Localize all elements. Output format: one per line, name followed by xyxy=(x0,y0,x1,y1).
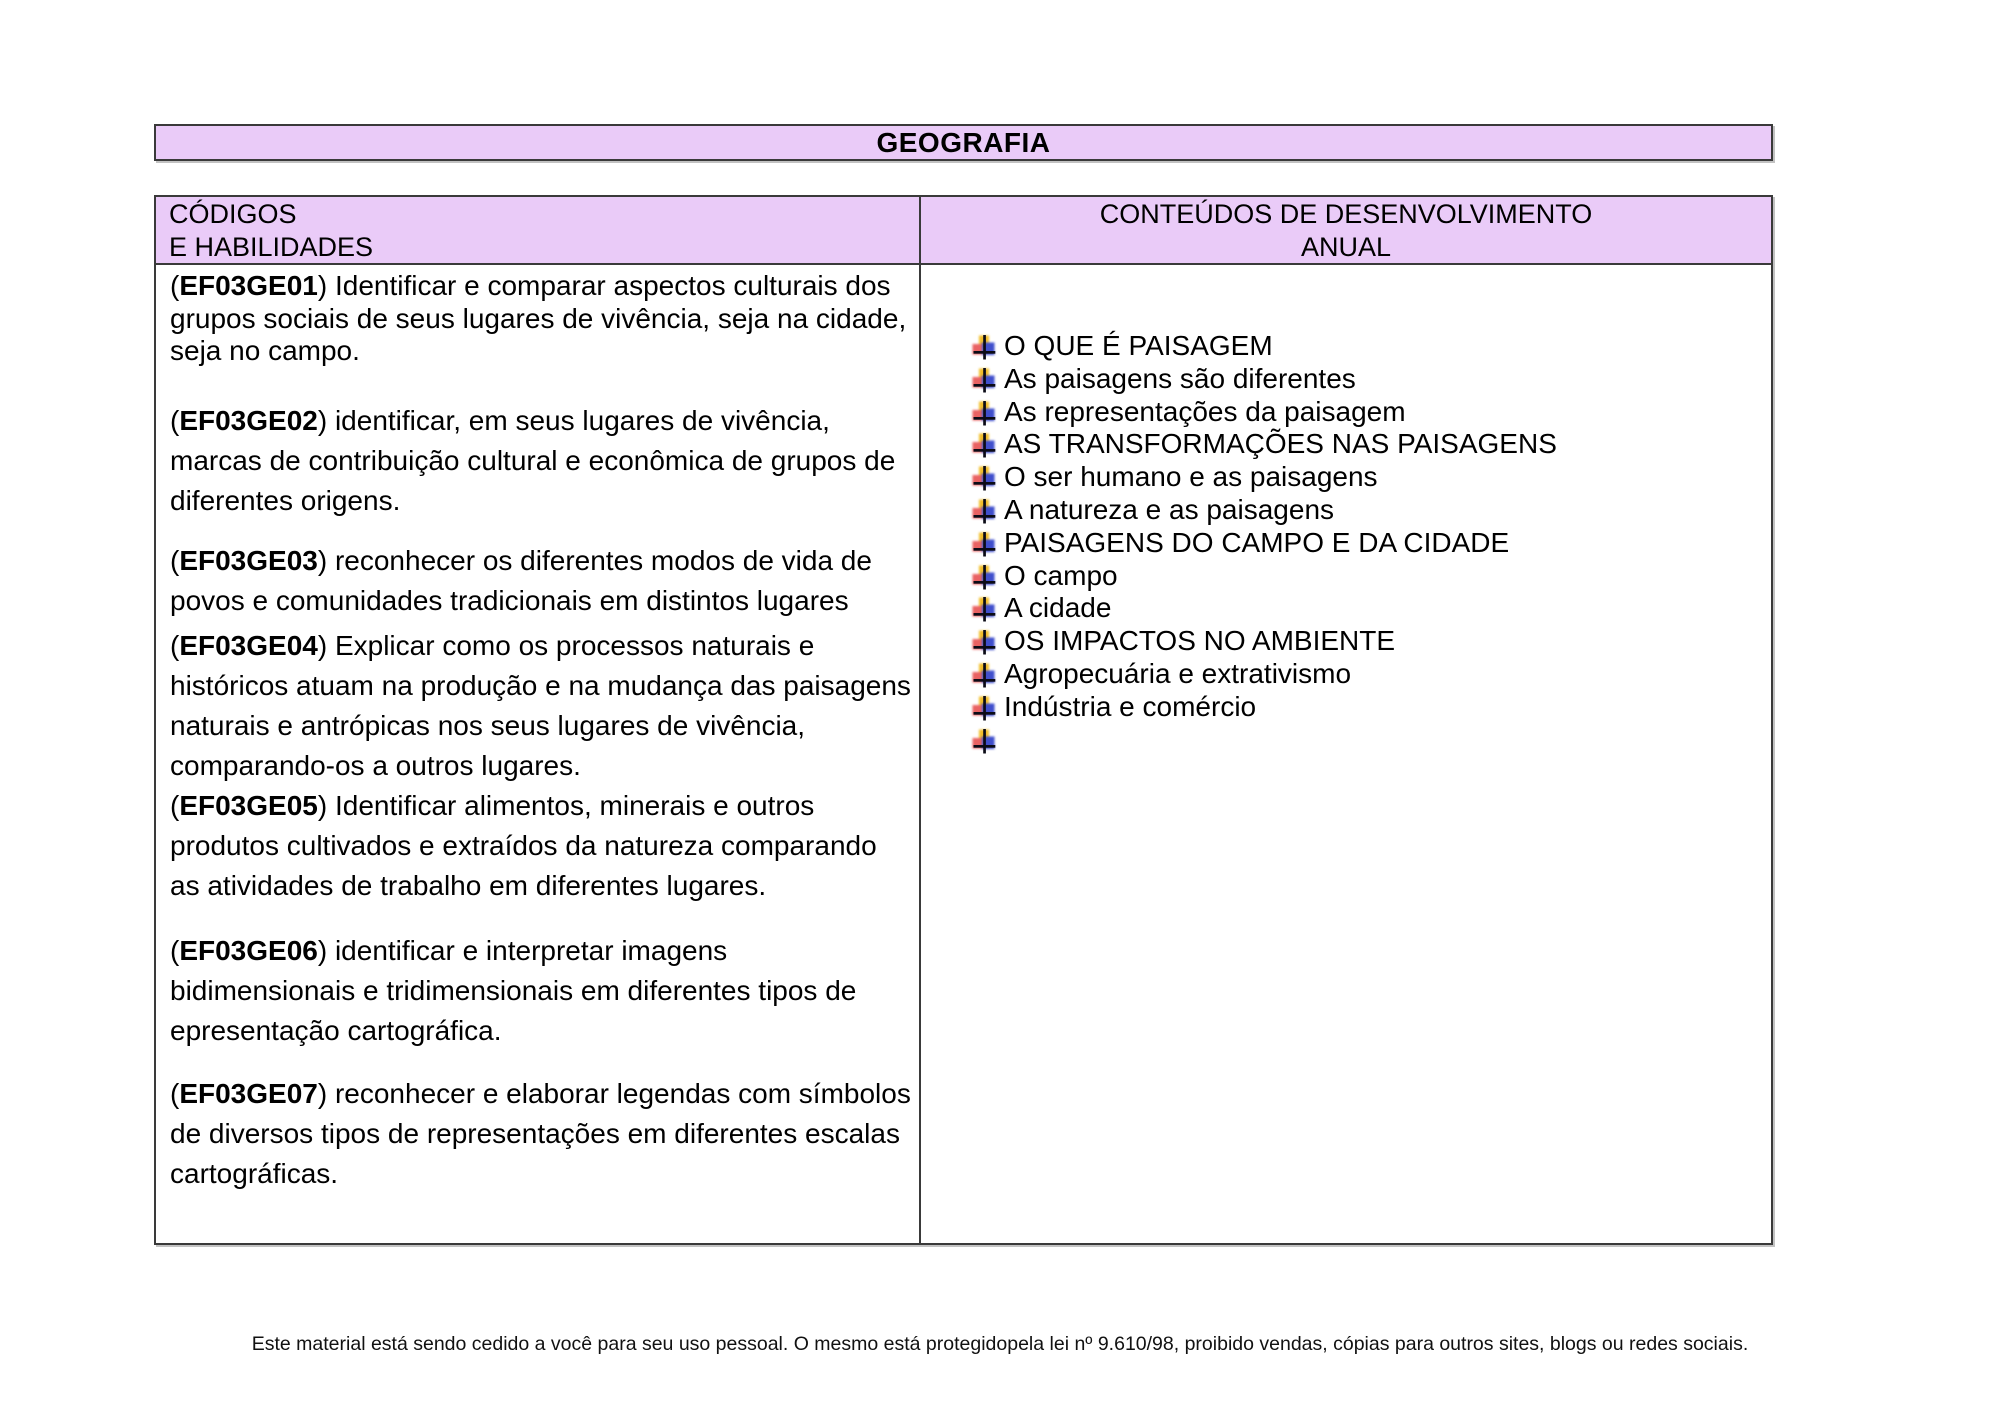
content-list-item xyxy=(972,691,1761,724)
subject-title: GEOGRAFIA xyxy=(876,126,1051,158)
content-item-label: AS TRANSFORMAÇÕES NAS PAISAGENS xyxy=(1004,428,1557,460)
skill-code: EF03GE04 xyxy=(179,629,318,661)
skill-paragraph xyxy=(170,270,912,368)
content-list-item xyxy=(972,724,1761,757)
skills-column-header xyxy=(156,197,921,265)
footer-copyright-note: Este material está sendo cedido a você para seu uso pessoal. O mesmo está protegidopela lei nº 9.610/98, proibido vendas, cópias para outros sites, blogs ou redes sociais. xyxy=(251,1333,1749,1355)
skill-text: ) Explicar como os processos naturais e históricos atuam na produção e na mudança das paisagens naturais e antrópicas nos seus lugares de vivência, comparando-os a outros lugares. xyxy=(170,629,911,781)
content-list-item xyxy=(972,658,1761,691)
content-item-label: O campo xyxy=(1004,559,1118,591)
skill-paren-open: ( xyxy=(170,934,180,966)
content-item-label: PAISAGENS DO CAMPO E DA CIDADE xyxy=(1004,526,1510,558)
down-arrow-bullet-icon xyxy=(972,696,997,723)
contents-header-line2: ANUAL xyxy=(1300,232,1392,262)
subject-title-bar xyxy=(154,124,1773,161)
skill-code: EF03GE02 xyxy=(179,404,318,436)
content-list-item xyxy=(972,592,1761,625)
content-item-label: As paisagens são diferentes xyxy=(1004,362,1356,394)
content-item-label: As representações da paisagem xyxy=(1004,395,1406,427)
down-arrow-bullet-icon xyxy=(972,499,997,526)
content-list-item xyxy=(972,625,1761,658)
skills-header-line2: E HABILIDADES xyxy=(169,232,374,262)
content-item-label: A cidade xyxy=(1004,592,1112,624)
content-list-item xyxy=(972,461,1761,494)
skill-text: ) identificar, em seus lugares de vivência, marcas de contribuição cultural e econômica de grupos de diferentes origens. xyxy=(170,404,896,516)
skill-paragraph xyxy=(170,541,912,621)
content-item-label: Agropecuária e extrativismo xyxy=(1004,657,1352,689)
down-arrow-bullet-icon xyxy=(972,466,997,493)
contents-header-line1: CONTEÚDOS DE DESENVOLVIMENTO xyxy=(1099,199,1593,229)
skill-code: EF03GE03 xyxy=(179,544,318,576)
content-item-label: OS IMPACTOS NO AMBIENTE xyxy=(1004,625,1396,657)
content-item-label: O QUE É PAISAGEM xyxy=(1004,330,1273,361)
down-arrow-bullet-icon xyxy=(972,597,997,624)
down-arrow-bullet-icon xyxy=(972,729,997,756)
skill-text: ) Identificar alimentos, minerais e outros produtos cultivados e extraídos da natureza comparando as atividades de trabalho em diferentes lugares. xyxy=(170,789,877,901)
skill-text: ) reconhecer os diferentes modos de vida de povos e comunidades tradicionais em distintos lugares xyxy=(170,544,872,616)
content-list-item xyxy=(972,494,1761,527)
skill-paren-open: ( xyxy=(170,270,180,301)
content-list-item xyxy=(972,560,1761,593)
skill-code: EF03GE05 xyxy=(179,789,318,821)
skill-text: ) Identificar e comparar aspectos culturais dos grupos sociais de seus lugares de vivência, seja na cidade, seja no campo. xyxy=(170,270,907,366)
skills-cell xyxy=(156,265,921,1243)
content-list-item xyxy=(972,330,1761,363)
down-arrow-bullet-icon xyxy=(972,630,997,657)
content-list-item xyxy=(972,363,1761,396)
down-arrow-bullet-icon xyxy=(972,565,997,592)
down-arrow-bullet-icon xyxy=(972,532,997,559)
skill-paragraph xyxy=(170,931,912,1051)
content-item-label: A natureza e as paisagens xyxy=(1004,493,1335,525)
skill-paren-open: ( xyxy=(170,789,180,821)
content-list-item xyxy=(972,428,1761,461)
skill-text: ) identificar e interpretar imagens bidimensionais e tridimensionais em diferentes tipos de epresentação cartográfica. xyxy=(170,934,857,1046)
down-arrow-bullet-icon xyxy=(972,335,997,362)
skill-paren-open: ( xyxy=(170,404,180,436)
down-arrow-bullet-icon xyxy=(972,368,997,395)
content-list-item xyxy=(972,527,1761,560)
skill-code: EF03GE07 xyxy=(179,1077,318,1109)
content-item-label: Indústria e comércio xyxy=(1004,690,1257,722)
skill-paren-open: ( xyxy=(170,629,180,661)
skill-code: EF03GE01 xyxy=(179,270,318,301)
skill-paragraph xyxy=(170,401,912,521)
skill-code: EF03GE06 xyxy=(179,934,318,966)
skills-header-line1: CÓDIGOS xyxy=(169,199,297,229)
down-arrow-bullet-icon xyxy=(972,663,997,690)
curriculum-table xyxy=(154,195,1773,1245)
down-arrow-bullet-icon xyxy=(972,401,997,428)
skill-paren-open: ( xyxy=(170,544,180,576)
skill-text: ) reconhecer e elaborar legendas com símbolos de diversos tipos de representações em diferentes escalas cartográficas. xyxy=(170,1077,911,1189)
contents-column-header xyxy=(921,197,1771,265)
skill-paragraph xyxy=(170,626,912,786)
contents-list xyxy=(921,265,1771,1243)
down-arrow-bullet-icon xyxy=(972,433,997,460)
skill-paren-open: ( xyxy=(170,1077,180,1109)
skill-paragraph xyxy=(170,786,912,906)
content-item-label: O ser humano e as paisagens xyxy=(1004,461,1378,493)
skill-paragraph xyxy=(170,1074,912,1194)
content-list-item xyxy=(972,396,1761,429)
